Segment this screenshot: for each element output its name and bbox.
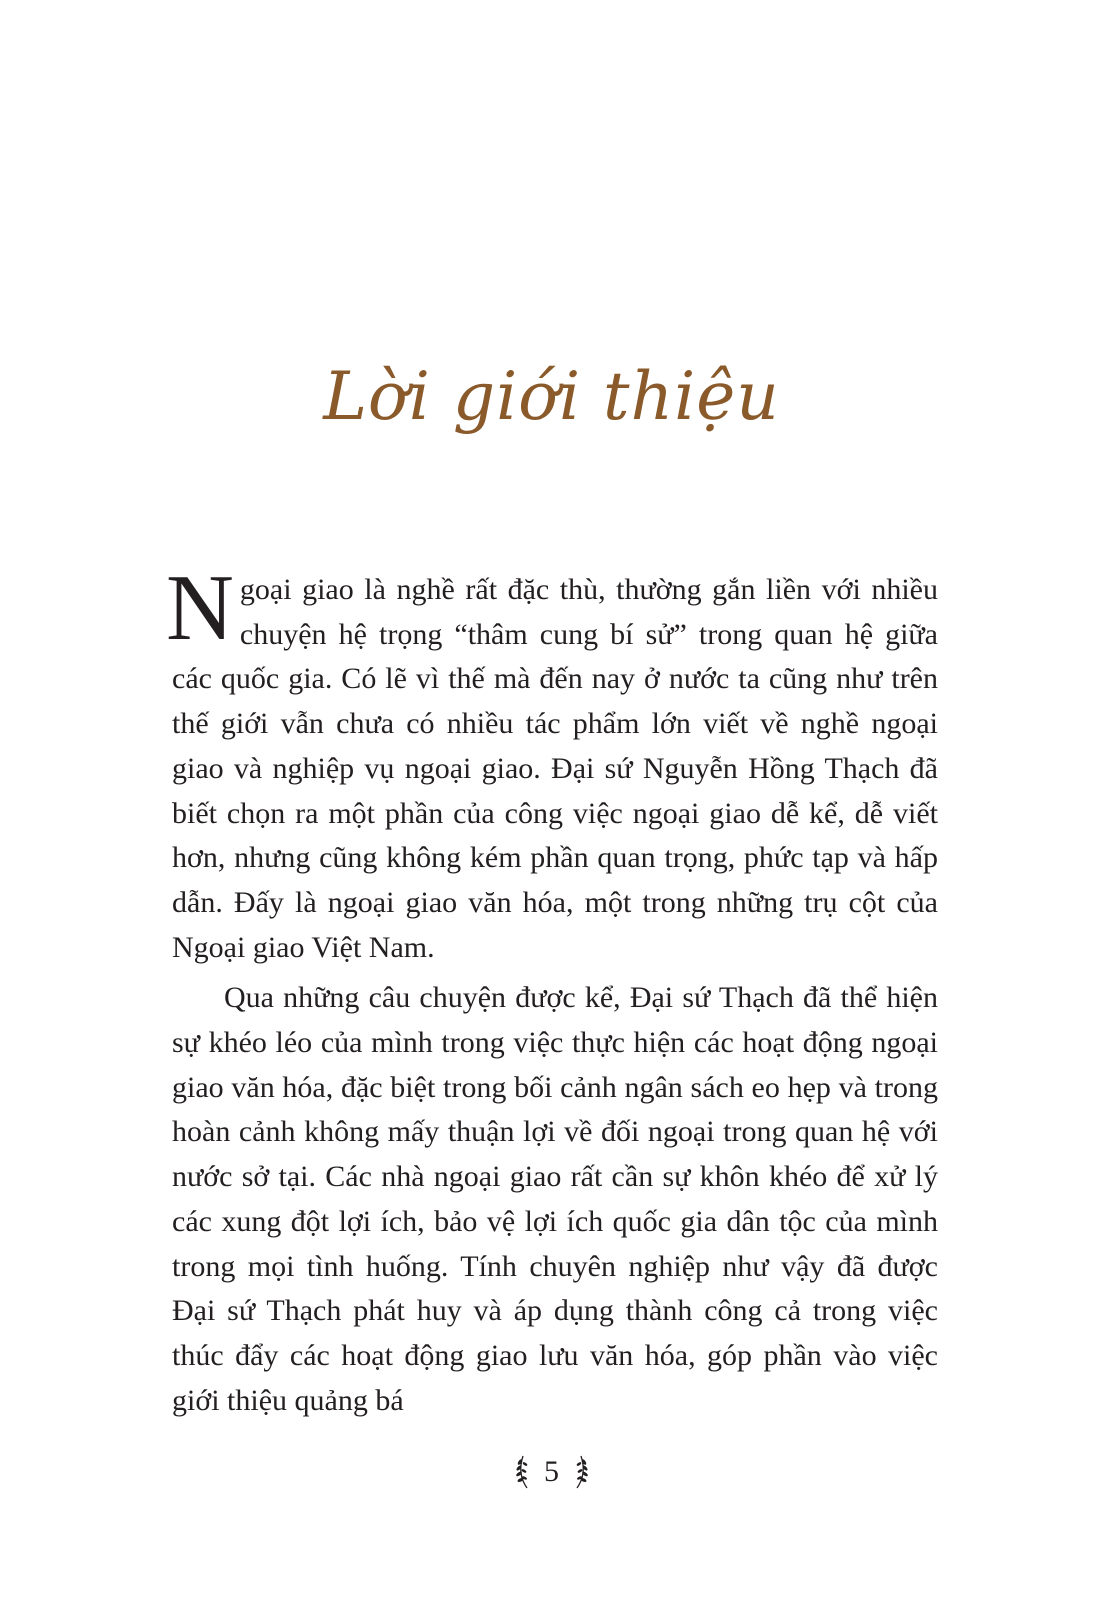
page-title: Lời giới thiệu [323,358,780,435]
paragraph-1 [166,556,938,970]
body-text [166,556,938,1429]
laurel-right-icon [573,1452,593,1492]
page-footer [0,1452,1103,1492]
laurel-left-icon [511,1452,531,1492]
paragraph-1-text: goại giao là nghề rất đặc thù, thường gắn liền với nhiều chuyện hệ trọng “thâm cung bí sử” trong quan hệ giữa các quốc gia. Có lẽ vì thế mà đến nay ở nước ta cũng như trên thế giới vẫn chưa có nhiều tác phẩm lớn viết về nghề ngoại giao và nghiệp vụ ngoại giao. Đại sứ Nguyễn Hồng Thạch đã biết chọn ra một phần của công việc ngoại giao dễ kể, dễ viết hơn, nhưng cũng không kém phần quan trọng, phức tạp và hấp dẫn. Đấy là ngoại giao văn hóa, một trong những trụ cột của Ngoại giao Việt Nam. [172,573,938,964]
paragraph-2: Qua những câu chuyện được kể, Đại sứ Thạch đã thể hiện sự khéo léo của mình trong việc thực hiện các hoạt động ngoại giao văn hóa, đặc biệt trong bối cảnh ngân sách eo hẹp và trong hoàn cảnh không mấy thuận lợi về đối ngoại trong quan hệ với nước sở tại. Các nhà ngoại giao rất cần sự khôn khéo để xử lý các xung đột lợi ích, bảo vệ lợi ích quốc gia dân tộc của mình trong mọi tình huống. Tính chuyên nghiệp như vậy đã được Đại sứ Thạch phát huy và áp dụng thành công cả trong việc thúc đẩy các hoạt động giao lưu văn hóa, góp phần vào việc giới thiệu quảng bá [172,981,938,1417]
drop-cap: N [166,556,234,660]
page-number: 5 [544,1455,559,1488]
